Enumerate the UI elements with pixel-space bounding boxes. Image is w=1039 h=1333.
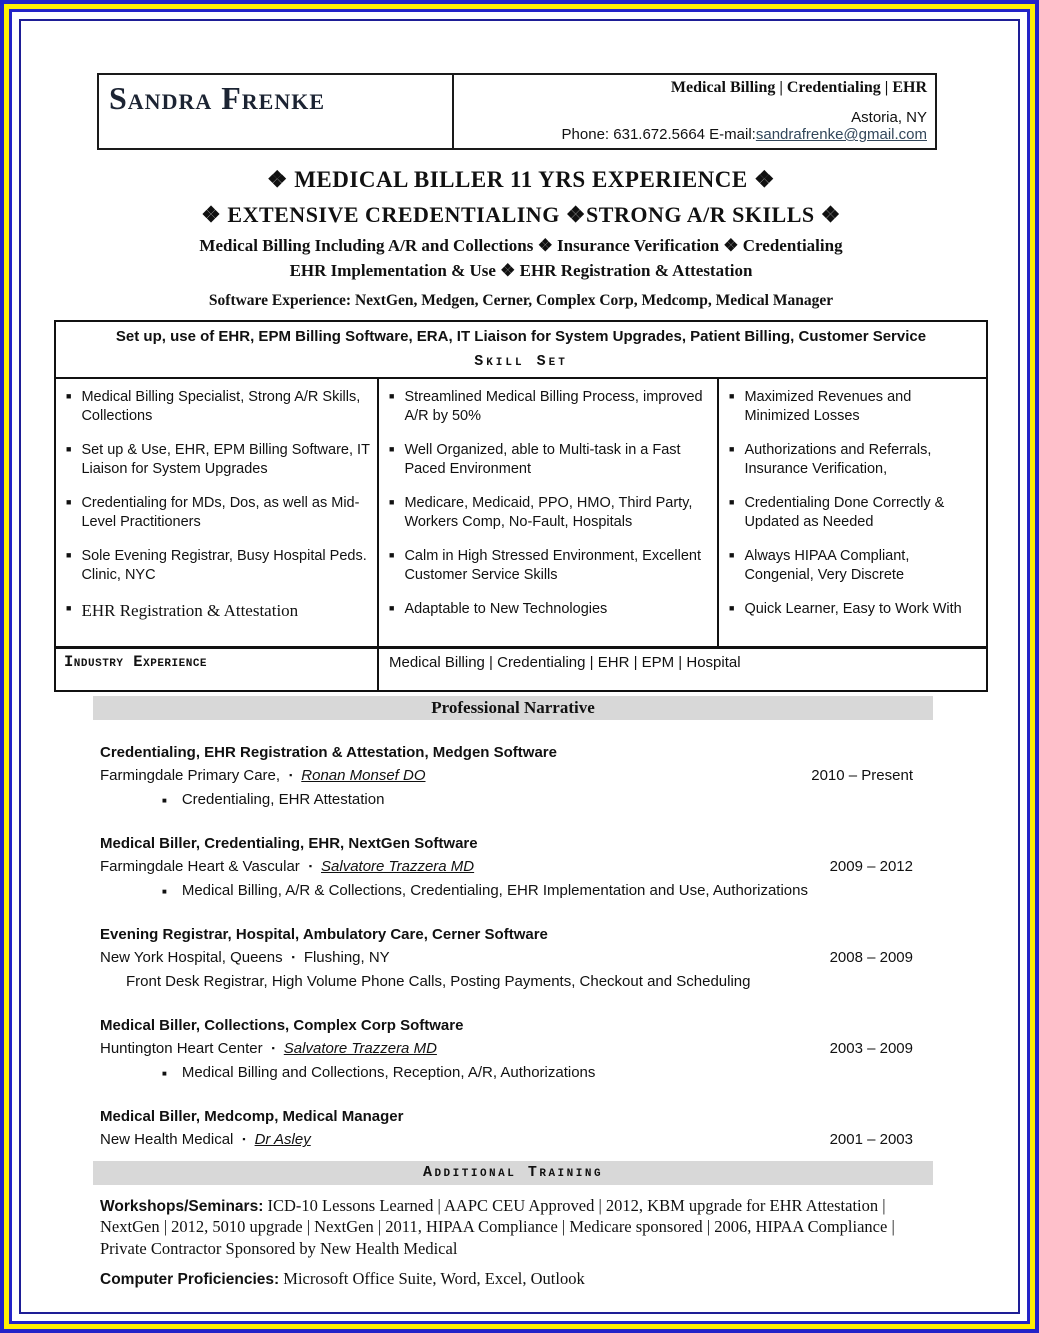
header-tagline: Medical Billing | Credentialing | EHR bbox=[670, 79, 927, 96]
skill-text: EHR Registration & Attestation bbox=[81, 601, 299, 621]
skill-item bbox=[387, 388, 711, 425]
square-separator-icon: ▪ bbox=[242, 1134, 246, 1145]
job-dates: 2009 – 2012 bbox=[829, 858, 913, 876]
job-employer bbox=[100, 764, 811, 787]
skill-text: Streamlined Medical Billing Process, improved A/R by 50% bbox=[404, 389, 703, 424]
skill-item bbox=[387, 547, 711, 584]
skill-text: Adaptable to New Technologies bbox=[404, 601, 608, 618]
skill-item bbox=[727, 547, 980, 584]
workshops-label: Workshops/Seminars: bbox=[100, 1197, 264, 1215]
section-title-additional-training: Additional Training bbox=[93, 1161, 933, 1185]
industry-label-cell bbox=[56, 649, 379, 690]
phone-email-label: Phone: 631.672.5664 E-mail: bbox=[561, 126, 756, 143]
contact-person: Ronan Monsef DO bbox=[301, 767, 426, 785]
job-employer-line bbox=[100, 1037, 913, 1060]
skill-text: Calm in High Stressed Environment, Excellent Customer Service Skills bbox=[404, 548, 702, 583]
job-bullet-text: Medical Billing, A/R & Collections, Credentialing, EHR Implementation and Use, Authorizations bbox=[181, 881, 808, 899]
contact-cell bbox=[454, 75, 935, 148]
square-bullet-icon: ■ bbox=[389, 550, 395, 561]
square-bullet-icon: ■ bbox=[389, 497, 395, 508]
email-link[interactable]: sandrafrenke@gmail.com bbox=[755, 126, 927, 143]
skill-item bbox=[387, 494, 711, 531]
job-title: Evening Registrar, Hospital, Ambulatory Care, Cerner Software bbox=[100, 926, 548, 944]
job-bullet bbox=[162, 880, 913, 903]
training-section bbox=[100, 1195, 926, 1290]
job-dates: 2010 – Present bbox=[811, 767, 913, 785]
square-bullet-icon: ■ bbox=[66, 550, 72, 561]
skill-item bbox=[387, 441, 711, 478]
square-bullet-icon: ■ bbox=[729, 603, 735, 614]
section-title-professional-narrative: Professional Narrative bbox=[93, 696, 933, 720]
skill-text: Set up & Use, EHR, EPM Billing Software, IT Liaison for System Upgrades bbox=[81, 442, 370, 477]
job-title: Credentialing, EHR Registration & Attestation, Medgen Software bbox=[100, 744, 557, 762]
square-separator-icon: ▪ bbox=[291, 952, 295, 963]
contact-line bbox=[462, 126, 927, 143]
headline-experience: ❖ MEDICAL BILLER 11 YRS EXPERIENCE ❖ bbox=[266, 167, 776, 192]
page-border-yellow bbox=[4, 4, 1035, 1329]
square-separator-icon: ▪ bbox=[308, 861, 313, 872]
skill-text: Maximized Revenues and Minimized Losses bbox=[744, 389, 912, 424]
square-bullet-icon: ■ bbox=[729, 391, 735, 401]
workshops-paragraph bbox=[100, 1195, 926, 1259]
job-entry bbox=[100, 741, 913, 811]
industry-experience-value: Medical Billing | Credentialing | EHR | EPM | Hospital bbox=[389, 654, 741, 672]
employer-name: New Health Medical bbox=[100, 1131, 234, 1149]
skill-text: Sole Evening Registrar, Busy Hospital Peds. Clinic, NYC bbox=[81, 548, 367, 583]
name-cell bbox=[99, 75, 454, 148]
computer-proficiencies-text: Microsoft Office Suite, Word, Excel, Outlook bbox=[279, 1268, 585, 1288]
skill-column-1 bbox=[56, 379, 379, 646]
skill-text: Authorizations and Referrals, Insurance Verification, bbox=[744, 442, 932, 477]
job-employer-line bbox=[100, 855, 913, 878]
job-entry bbox=[100, 1014, 913, 1084]
employer-name: Farmingdale Heart & Vascular bbox=[100, 858, 300, 876]
skill-item bbox=[64, 547, 371, 584]
job-dates: 2008 – 2009 bbox=[829, 949, 913, 967]
job-entry bbox=[100, 832, 913, 902]
workshops-text: ICD-10 Lessons Learned | AAPC CEU Approved | 2012, KBM upgrade for EHR Attestation | NextGen | 2012, 5010 upgrade | NextGen | 2011, HIPAA Compliance | Medicare sponsored | 2006, HIPAA Compliance | Private Contractor Sponsored by New Health Medical bbox=[100, 1195, 895, 1258]
square-bullet-icon: ■ bbox=[66, 391, 72, 401]
square-bullet-icon: ■ bbox=[729, 550, 735, 561]
job-list bbox=[100, 741, 913, 1152]
square-bullet-icon: ■ bbox=[729, 444, 735, 455]
skill-set-title: Skill Set bbox=[474, 353, 568, 370]
skill-column-2 bbox=[379, 379, 719, 646]
square-bullet-icon: ■ bbox=[389, 603, 395, 614]
skill-item bbox=[64, 441, 371, 478]
job-dates: 2003 – 2009 bbox=[829, 1040, 913, 1058]
job-title: Medical Biller, Credentialing, EHR, NextGen Software bbox=[100, 835, 478, 853]
skill-text: Credentialing for MDs, Dos, as well as Mid-Level Practitioners bbox=[81, 495, 360, 530]
square-bullet-icon: ■ bbox=[66, 497, 72, 508]
subheadline-billing: Medical Billing Including A/R and Collections ❖ Insurance Verification ❖ Credentialing bbox=[199, 236, 843, 255]
skill-column-3 bbox=[719, 379, 986, 646]
skill-text: Well Organized, able to Multi-task in a Fast Paced Environment bbox=[404, 442, 681, 477]
skill-text: Credentialing Done Correctly & Updated as Needed bbox=[744, 495, 945, 530]
job-employer bbox=[100, 1128, 830, 1151]
square-bullet-icon: ■ bbox=[389, 444, 395, 455]
skill-table-header bbox=[56, 322, 986, 379]
page-content bbox=[21, 21, 1018, 1290]
skill-text: Medicare, Medicaid, PPO, HMO, Third Party, Workers Comp, No-Fault, Hospitals bbox=[404, 495, 693, 530]
header-location: Astoria, NY bbox=[851, 109, 927, 126]
software-experience-line: Software Experience: NextGen, Medgen, Cerner, Complex Corp, Medcomp, Medical Manager bbox=[208, 292, 834, 309]
job-bullet bbox=[162, 1062, 913, 1085]
subheadline-ehr: EHR Implementation & Use ❖ EHR Registration & Attestation bbox=[289, 261, 753, 280]
job-entry bbox=[100, 923, 913, 993]
skill-item bbox=[727, 388, 980, 425]
skill-item bbox=[727, 441, 980, 478]
skill-item bbox=[727, 494, 980, 531]
skill-text: Always HIPAA Compliant, Congenial, Very Discrete bbox=[744, 548, 910, 583]
employer-name: New York Hospital, Queens bbox=[100, 949, 283, 967]
job-employer bbox=[100, 1037, 830, 1060]
job-dates: 2001 – 2003 bbox=[829, 1131, 913, 1149]
job-bullet-text: Medical Billing and Collections, Reception, A/R, Authorizations bbox=[181, 1063, 596, 1081]
skill-item bbox=[64, 388, 371, 425]
employer-location: Flushing, NY bbox=[303, 949, 390, 967]
job-employer-line bbox=[100, 764, 913, 787]
skill-item bbox=[64, 600, 371, 622]
job-bullet bbox=[162, 789, 913, 812]
job-employer-line bbox=[100, 1128, 913, 1151]
computer-proficiencies-line bbox=[100, 1268, 926, 1290]
contact-person: Salvatore Trazzera MD bbox=[283, 1040, 437, 1058]
job-title: Medical Biller, Medcomp, Medical Manager bbox=[100, 1108, 404, 1126]
skill-item bbox=[727, 600, 980, 619]
employer-name: Huntington Heart Center bbox=[100, 1040, 263, 1058]
industry-experience-row bbox=[56, 646, 986, 690]
skill-columns bbox=[56, 379, 986, 646]
skill-text: Medical Billing Specialist, Strong A/R Skills, Collections bbox=[81, 389, 361, 424]
square-bullet-icon: ■ bbox=[66, 603, 72, 614]
square-separator-icon: ▪ bbox=[289, 770, 293, 781]
skill-item bbox=[64, 494, 371, 531]
contact-person: Dr Asley bbox=[254, 1131, 311, 1149]
square-bullet-icon: ■ bbox=[162, 886, 167, 896]
square-bullet-icon: ■ bbox=[162, 795, 167, 805]
computer-proficiencies-label: Computer Proficiencies: bbox=[100, 1270, 280, 1288]
square-bullet-icon: ■ bbox=[162, 1068, 167, 1078]
headline-credentialing: ❖ EXTENSIVE CREDENTIALING ❖STRONG A/R SKILLS ❖ bbox=[201, 202, 841, 227]
square-bullet-icon: ■ bbox=[729, 497, 735, 508]
skill-table bbox=[54, 320, 988, 692]
job-employer bbox=[100, 946, 830, 969]
job-bullet-text: Credentialing, EHR Attestation bbox=[181, 790, 385, 808]
skill-summary-line: Set up, use of EHR, EPM Billing Software, ERA, IT Liaison for System Upgrades, Patient Billing, Customer Service bbox=[115, 328, 927, 345]
job-employer bbox=[100, 855, 830, 878]
header bbox=[97, 73, 937, 150]
contact-person: Salvatore Trazzera MD bbox=[321, 858, 475, 876]
candidate-name: Sandra Frenke bbox=[109, 80, 326, 116]
square-bullet-icon: ■ bbox=[389, 391, 395, 401]
job-description-line: Front Desk Registrar, High Volume Phone Calls, Posting Payments, Checkout and Scheduling bbox=[126, 972, 751, 990]
resume-page bbox=[19, 19, 1020, 1314]
square-separator-icon: ▪ bbox=[271, 1043, 275, 1054]
skill-text: Quick Learner, Easy to Work With bbox=[744, 601, 962, 618]
square-bullet-icon: ■ bbox=[66, 444, 72, 455]
page-border-inner-blue bbox=[9, 9, 1030, 1324]
industry-experience-label: Industry Experience bbox=[64, 653, 208, 672]
job-entry bbox=[100, 1105, 913, 1152]
skill-item bbox=[387, 600, 711, 619]
job-employer-line bbox=[100, 946, 913, 969]
job-title: Medical Biller, Collections, Complex Corp Software bbox=[100, 1017, 464, 1035]
employer-name: Farmingdale Primary Care, bbox=[100, 767, 281, 785]
